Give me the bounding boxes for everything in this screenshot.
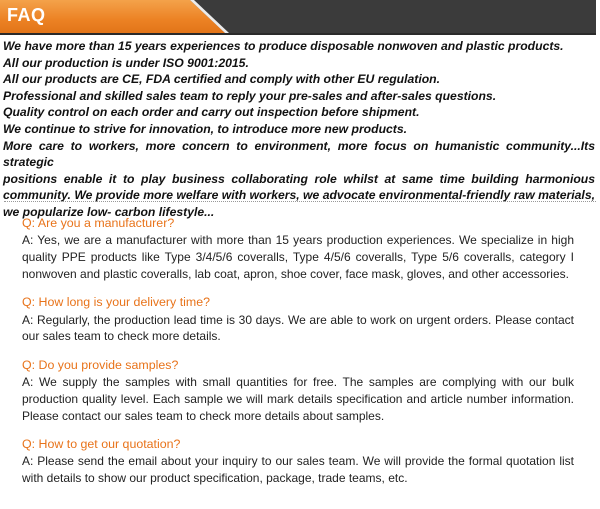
faq-answer: A: Yes, we are a manufacturer with more than 15 years production experiences. We specialize in high quality PPE products like Type 3/4/5/6 coveralls, Type 4/5/6 coveralls, Type 5/6 coveralls, category I nonwoven and plastic coveralls, lab coat, apron, shoe cover, face mask, gloves, and other accessories. (22, 233, 574, 281)
faq-list (22, 215, 574, 499)
faq-answer: A: Regularly, the production lead time is 30 days. We are able to work on urgent orders. Please contact our sales team to check more details. (22, 312, 574, 344)
intro-line: We continue to strive for innovation, to introduce more new products. (3, 121, 408, 136)
intro-line: Quality control on each order and carry out inspection before shipment. (3, 105, 420, 120)
intro-paragraph-line: community. We provide more welfare with workers, we advocate environmental-friendly raw materials, (3, 188, 595, 203)
header-bar (0, 0, 596, 35)
faq-answer: A: Please send the email about your inquiry to our sales team. We will provide the formal quotation list with details to show our product specification, package, trade teams, etc. (22, 454, 574, 486)
faq-answer: A: We supply the samples with small quantities for free. The samples are complying with our bulk production quality level. Each sample we will mark details specification and article number information. Please contact our sales team to check more details about samples. (22, 375, 574, 423)
intro-line: Professional and skilled sales team to reply your pre-sales and after-sales questions. (3, 88, 497, 103)
intro-paragraph-line: we popularize low- carbon lifestyle... (3, 204, 215, 219)
faq-item (22, 294, 574, 345)
faq-item (22, 436, 574, 487)
intro-paragraph-line: positions enable it to play business collaborating role whilst at same time building harmonious (3, 171, 595, 186)
intro-line: All our production is under ISO 9001:2015. (3, 55, 249, 70)
intro-paragraph-line: More care to workers, more concern to environment, more focus on humanistic community...Its strategic (3, 138, 595, 170)
faq-item (22, 215, 574, 283)
faq-question: Q: Do you provide samples? (22, 357, 179, 372)
intro-section (3, 38, 595, 221)
page-title: FAQ (7, 5, 46, 25)
faq-question: Q: Are you a manufacturer? (22, 216, 175, 230)
intro-line: All our products are CE, FDA certified and comply with other EU regulation. (3, 72, 440, 87)
section-divider (4, 201, 596, 202)
faq-question: Q: How to get our quotation? (22, 437, 181, 452)
faq-item (22, 357, 574, 425)
intro-line: We have more than 15 years experiences to produce disposable nonwoven and plastic products. (3, 39, 564, 53)
faq-question: Q: How long is your delivery time? (22, 295, 210, 310)
